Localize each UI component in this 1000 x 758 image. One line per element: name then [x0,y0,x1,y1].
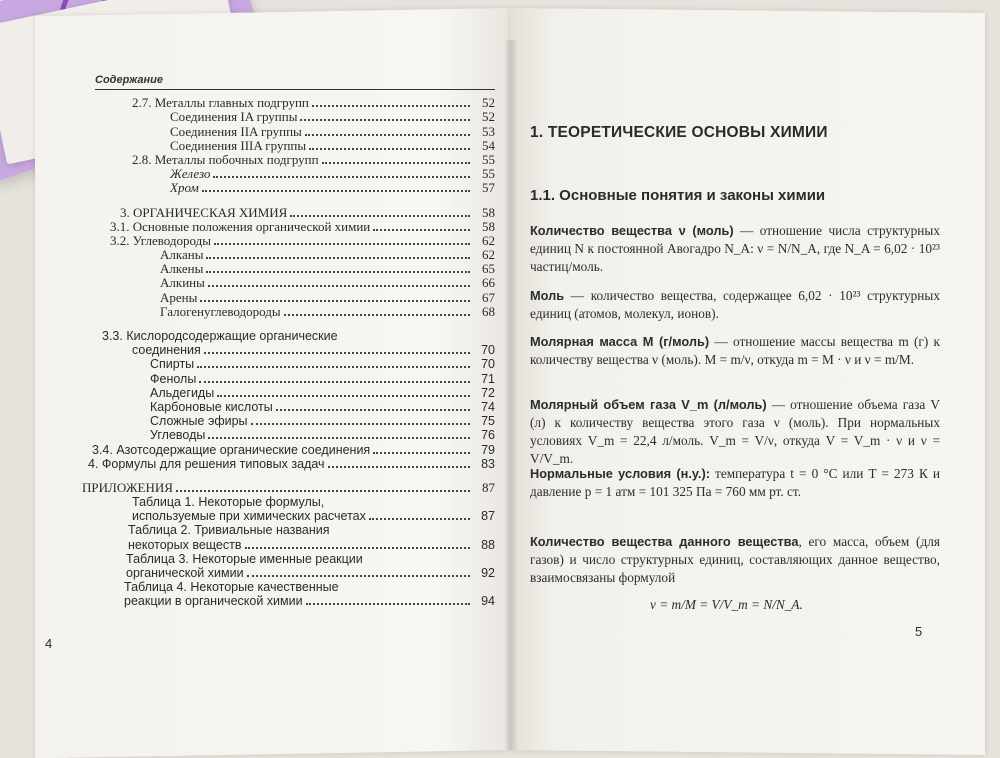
toc-entry-text: Спирты [150,357,195,372]
toc-entry-page: 92 [481,566,495,580]
toc-entry-text: Фенолы [150,371,197,386]
toc-entry-text: соединения [132,343,201,358]
definition-text: — количество вещества, содержащее 6,02 · 10²³ структурных единиц (атомов, молекул, ионов). [530,288,940,321]
toc-leader-dots [217,395,470,397]
toc-entry-page: 83 [481,456,495,471]
toc-leader-dots [213,176,470,178]
toc-entry-text: Таблица 4. Некоторые качественные [124,580,339,595]
toc-entry [60,305,495,319]
toc-entry [60,400,495,414]
toc-spacer [60,319,495,329]
toc-leader-dots [197,366,470,368]
toc-entry-page: 55 [482,151,495,167]
toc-leader-dots [251,423,470,425]
definition-paragraph [530,333,940,369]
toc-header: Содержание [95,74,495,90]
toc-entry-text: Арены [160,289,198,305]
definition-text: — отношение массы вещества m (г) к количеству вещества ν (моль). M = m/ν, откуда m = M · ν и ν = m/M. [530,334,940,367]
toc-entry-text: Соединения IIIA группы [170,137,307,153]
toc-leader-dots [290,215,470,217]
definition-paragraph [530,465,940,501]
toc-entry [60,566,495,580]
toc-entry [60,371,495,385]
toc-entry-page: 79 [481,442,495,457]
toc-leader-dots [276,409,470,411]
toc-entry-page: 55 [482,166,495,182]
definition-text: температура t = 0 °C или T = 273 К и давление p = 1 атм = 101 325 Па = 760 мм рт. ст. [530,466,940,499]
toc-entry [60,124,495,138]
toc-entry-text: Карбоновые кислоты [150,399,273,414]
toc-entry-page: 62 [482,247,495,263]
toc-entry [60,495,495,509]
toc-entry-page: 75 [481,414,495,429]
toc-leader-dots [306,603,470,605]
toc-spacer [60,195,495,205]
toc-entry-page: 54 [482,137,495,153]
toc-entry-page: 57 [482,180,495,196]
toc-entry-text: 3.4. Азотсодержащие органические соединения [92,442,371,457]
toc-entry [60,509,495,523]
toc-entry-text: 3.3. Кислородсодержащие органические [102,329,338,343]
toc-entry-text: Хром [170,180,199,196]
toc-entry-text: Углеводы [150,428,206,443]
page-number-left: 4 [45,636,53,651]
definition-term: Молярная масса M (г/моль) [530,334,710,349]
toc-leader-dots [176,490,470,492]
toc-entry-page: 94 [481,594,495,609]
definition-term: Количество вещества данного вещества [530,534,799,549]
toc-entry-page: 87 [482,479,495,495]
toc-entry [60,414,495,428]
right-page [510,8,985,755]
toc-leader-dots [322,162,470,164]
toc-entry-text: Таблица 3. Некоторые именные реакции [126,551,363,566]
definition-paragraph [530,222,940,276]
formula: ν = m/M = V/V_m = N/N_A. [650,597,803,612]
toc-entry [60,580,495,594]
definition-term: Моль [530,288,565,303]
toc-entry-page: 71 [481,371,495,386]
toc-entry-text: Железо [170,166,211,182]
definition-term: Нормальные условия (н.у.): [530,466,710,481]
toc-leader-dots [208,437,470,439]
toc-leader-dots [206,257,470,259]
toc-entry-text: Алканы [160,247,204,263]
toc-entry-page: 87 [481,509,495,524]
toc-entry-text: органической химии [126,566,244,580]
toc-entry-text: 3.1. Основные положения органической химии [110,218,371,234]
definition-text: — отношение объема газа V (л) к количеству вещества этого газа ν (моль). При нормальных условиях V_m = 22,4 л/моль. V_m = V/ν, откуда V = V_m · ν и ν = V/V_m. [530,397,940,466]
toc-entry-text: Галогенуглеводороды [160,303,281,319]
toc-entry [60,248,495,262]
toc-leader-dots [284,314,470,316]
toc-entry [60,181,495,195]
toc-entry-page: 62 [482,232,495,248]
toc-leader-dots [373,452,470,454]
toc-entry [60,594,495,608]
toc-entry [60,167,495,181]
toc-entry-page: 70 [481,357,495,372]
toc-entry [60,523,495,537]
toc-entry-text: реакции в органической химии [124,594,303,609]
toc-leader-dots [214,243,470,245]
toc-entry-text: 2.7. Металлы главных подгрупп [132,95,309,111]
definition-text: , его масса, объем (для газов) и число структурных единиц, составляющих данное вещество, взаимосвязаны формулой [530,534,940,585]
toc-entry [60,276,495,290]
toc-leader-dots [312,105,470,107]
toc-entry [60,139,495,153]
definition-text: — отношение числа структурных единиц N к постоянной Авогадро N_A: ν = N/N_A, где N_A = 6,02 · 10²³ частиц/моль. [530,223,940,274]
toc-entry-page: 65 [482,261,495,277]
toc-leader-dots [204,352,470,354]
page-number-right: 5 [915,624,923,639]
toc-leader-dots [202,190,470,192]
toc-leader-dots [328,466,470,468]
toc-entry-text: Соединения IA группы [170,109,298,125]
toc-entry-page: 58 [482,204,495,220]
toc-entry-text: 3. ОРГАНИЧЕСКАЯ ХИМИЯ [120,204,288,220]
toc-leader-dots [200,300,470,302]
toc-entry [60,329,495,343]
toc-leader-dots [309,148,470,150]
toc-leader-dots [199,381,470,383]
toc-entry-page: 58 [482,218,495,234]
toc-entry-page: 72 [481,385,495,400]
toc-entry-page: 74 [481,399,495,414]
toc-entry [60,205,495,219]
toc-entry-page: 53 [482,123,495,139]
toc-leader-dots [369,518,470,520]
toc-entry [60,481,495,495]
chapter-title: 1. ТЕОРЕТИЧЕСКИЕ ОСНОВЫ ХИМИИ [530,124,828,141]
toc-entry [60,457,495,471]
toc-entry [60,357,495,371]
toc-entry [60,428,495,442]
toc-entry-text: Соединения IIA группы [170,123,302,139]
toc-entry-page: 76 [481,428,495,443]
toc-leader-dots [245,547,470,549]
toc-leader-dots [373,229,470,231]
toc-entry-text: Алкины [160,275,205,291]
toc-entry [60,290,495,304]
toc-entry-page: 52 [482,109,495,125]
definition-paragraph [530,533,940,587]
toc-entry [60,234,495,248]
toc-entry-text: Альдегиды [150,385,215,400]
toc-entry-text: Таблица 1. Некоторые формулы, [132,495,325,510]
toc-entry-page: 67 [482,289,495,305]
toc-entry-page: 70 [481,343,495,358]
toc-leader-dots [305,134,470,136]
toc-leader-dots [300,119,470,121]
definition-term: Молярный объем газа V_m (л/моль) [530,397,767,412]
toc-entry [60,220,495,234]
toc-entry-page: 52 [482,95,495,111]
toc-entry-page: 66 [482,275,495,291]
toc-entry [60,537,495,551]
toc-leader-dots [208,285,470,287]
toc-leader-dots [206,271,470,273]
table-of-contents [60,96,495,608]
toc-entry [60,262,495,276]
toc-entry-text: Алкены [160,261,204,277]
toc-entry-page: 68 [482,303,495,319]
toc-entry-text: 3.2. Углеводороды [110,232,212,248]
toc-entry [60,110,495,124]
toc-entry-text: Сложные эфиры [150,414,248,429]
toc-entry-text: 4. Формулы для решения типовых задач [88,456,325,471]
toc-entry [60,343,495,357]
toc-entry-text: некоторых веществ [128,537,242,552]
toc-entry-text: используемые при химических расчетах [132,509,366,524]
toc-entry [60,153,495,167]
toc-entry [60,552,495,566]
section-title: 1.1. Основные понятия и законы химии [530,187,826,204]
toc-entry-page: 88 [481,537,495,552]
toc-entry [60,442,495,456]
definition-paragraph [530,287,940,323]
toc-entry [60,96,495,110]
toc-leader-dots [247,575,470,577]
book-gutter [504,40,518,750]
definition-paragraph [530,396,940,468]
toc-entry-text: ПРИЛОЖЕНИЯ [82,479,173,495]
toc-entry-text: Таблица 2. Тривиальные названия [128,523,330,538]
toc-entry [60,386,495,400]
definition-term: Количество вещества ν (моль) [530,223,734,238]
toc-entry-text: 2.8. Металлы побочных подгрупп [132,151,319,167]
